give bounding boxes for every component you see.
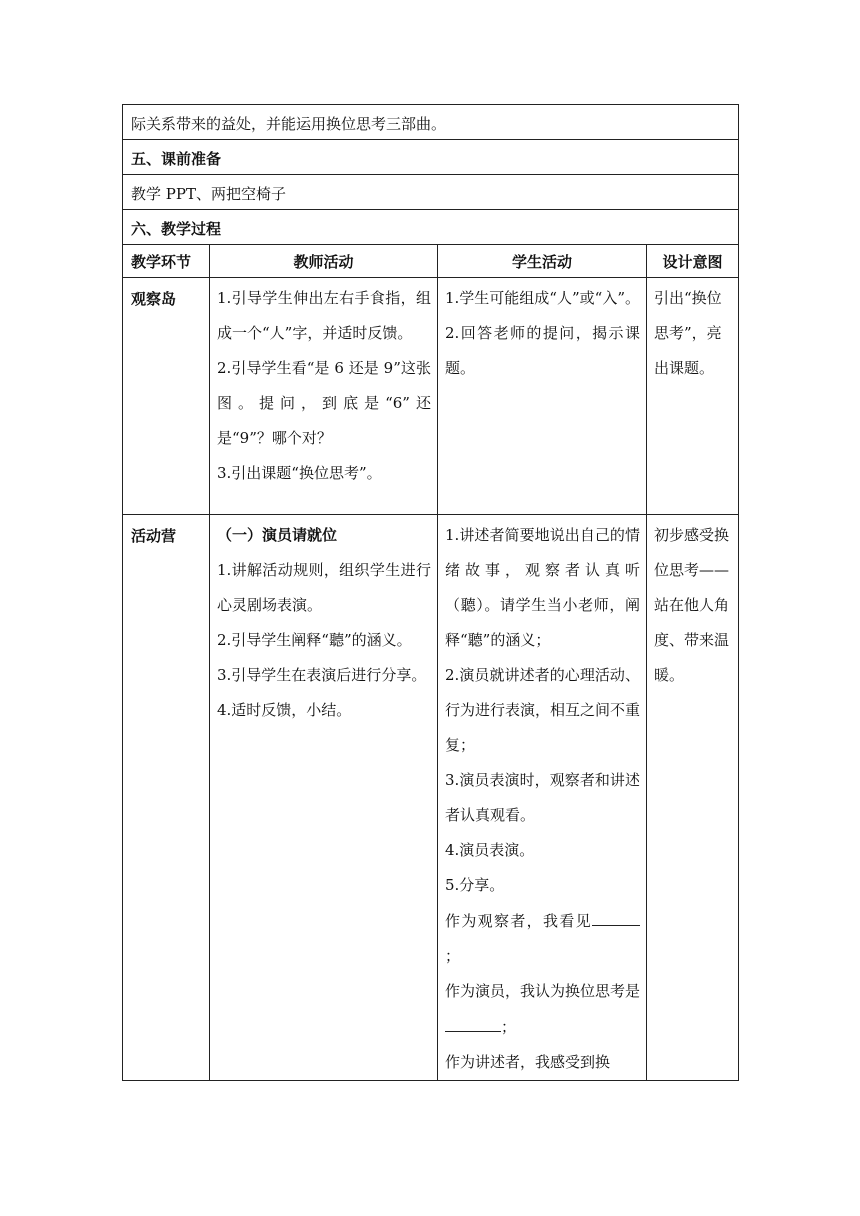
fill-blank xyxy=(445,1009,501,1032)
teacher-cell xyxy=(210,515,438,1081)
activity-subtitle: （一）演员请就位 xyxy=(217,526,338,544)
teacher-step: 3.引出课题“换位思考”。 xyxy=(217,464,382,482)
teacher-step: 3.引导学生在表演后进行分享。 xyxy=(217,666,427,684)
teacher-step: 4.适时反馈，小结。 xyxy=(217,701,352,719)
header-teacher: 教师活动 xyxy=(210,245,438,278)
header-stage: 教学环节 xyxy=(123,245,210,278)
teacher-step: 1.引导学生伸出左右手食指，组成一个“人”字，并适时反馈。 xyxy=(217,289,431,342)
share-observer-text: 作为观察者，我看见 xyxy=(445,912,592,930)
student-cell xyxy=(438,515,647,1081)
share-actor-end: ； xyxy=(501,1018,517,1036)
student-step: 4.演员表演。 xyxy=(445,841,535,859)
header-intent: 设计意图 xyxy=(647,245,739,278)
intro-line: 际关系带来的益处，并能运用换位思考三部曲。 xyxy=(123,105,739,140)
share-actor xyxy=(445,974,640,1045)
student-cell xyxy=(438,278,647,515)
stage-cell: 活动营 xyxy=(123,515,210,1081)
table-header-row xyxy=(123,245,739,278)
student-step: 2.演员就讲述者的心理活动、行为进行表演，相互之间不重复； xyxy=(445,666,641,754)
student-step: 5.分享。 xyxy=(445,876,505,894)
section6-title: 六、教学过程 xyxy=(123,210,739,245)
table-row xyxy=(123,515,739,1081)
share-observer xyxy=(445,903,640,974)
header-student: 学生活动 xyxy=(438,245,647,278)
fill-blank xyxy=(592,903,640,926)
share-actor-text: 作为演员，我认为换位思考是 xyxy=(445,982,641,1000)
intent-cell: 引出“换位思考”，亮出课题。 xyxy=(647,278,739,515)
stage-cell: 观察岛 xyxy=(123,278,210,515)
student-step: 1.学生可能组成“人”或“入”。 xyxy=(445,289,640,307)
student-step: 2.回答老师的提问，揭示课题。 xyxy=(445,324,640,377)
teacher-step: 2.引导学生阐释“聽”的涵义。 xyxy=(217,631,412,649)
student-step: 3.演员表演时，观察者和讲述者认真观看。 xyxy=(445,771,640,824)
section5-content: 教学 PPT、两把空椅子 xyxy=(123,175,739,210)
student-step: 1.讲述者简要地说出自己的情绪故事，观察者认真听（聽）。请学生当小老师，阐释“聽”的涵义； xyxy=(445,526,640,649)
table-row xyxy=(123,278,739,515)
lesson-plan-document xyxy=(122,104,738,1081)
intent-cell: 初步感受换位思考——站在他人角度、带来温暖。 xyxy=(647,515,739,1081)
share-narrator: 作为讲述者，我感受到换 xyxy=(445,1053,611,1071)
lesson-table xyxy=(122,104,739,1081)
teacher-step: 1.讲解活动规则，组织学生进行心灵剧场表演。 xyxy=(217,561,431,614)
teacher-step: 2.引导学生看“是 6 还是 9”这张图。提问，到底是“6”还是“9”？哪个对？ xyxy=(217,359,431,447)
section5-title: 五、课前准备 xyxy=(123,140,739,175)
share-observer-end: ； xyxy=(445,947,461,965)
teacher-cell xyxy=(210,278,438,515)
